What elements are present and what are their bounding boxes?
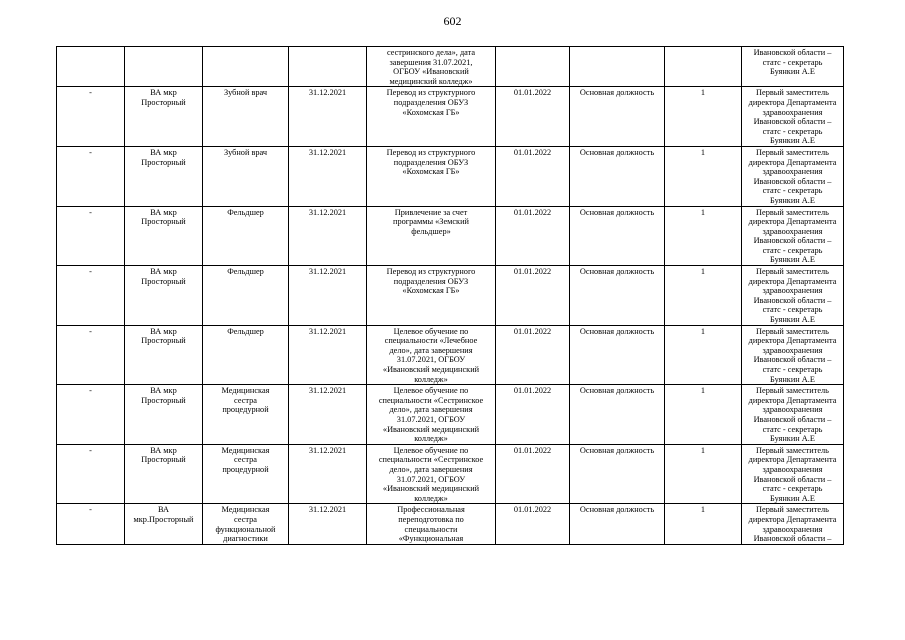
- table-row: [57, 504, 844, 544]
- table-row: [57, 146, 844, 206]
- table-cell-c6: 01.01.2022: [496, 87, 570, 147]
- table-row: [57, 444, 844, 504]
- table-cell-c2: ВА мкр Просторный: [125, 444, 203, 504]
- table-cell-c3: Зубной врач: [203, 87, 289, 147]
- table-cell-c7: Основная должность: [570, 444, 665, 504]
- table-row: [57, 206, 844, 266]
- table-cell-c3: [203, 47, 289, 87]
- table-cell-c7: Основная должность: [570, 206, 665, 266]
- table-cell-c9: Первый заместитель директора Департамента здравоохранения Ивановской области – статс - секретарь Буянкин А.Е: [742, 444, 844, 504]
- table-cell-c7: [570, 47, 665, 87]
- table-cell-c5: Целевое обучение по специальности «Сестринское дело», дата завершения 31.07.2021, ОГБОУ «Ивановский медицинский колледж»: [367, 444, 496, 504]
- table-cell-c2: ВА мкр Просторный: [125, 325, 203, 385]
- table-cell-c9: Первый заместитель директора Департамента здравоохранения Ивановской области – статс - секретарь Буянкин А.Е: [742, 206, 844, 266]
- table-cell-c8: 1: [665, 444, 742, 504]
- table-cell-c6: 01.01.2022: [496, 444, 570, 504]
- table-row: [57, 47, 844, 87]
- table-cell-c8: 1: [665, 325, 742, 385]
- table-cell-c3: Фельдшер: [203, 325, 289, 385]
- table-cell-c5: Целевое обучение по специальности «Лечебное дело», дата завершения 31.07.2021, ОГБОУ «Ивановский медицинский колледж»: [367, 325, 496, 385]
- table-cell-c2: [125, 47, 203, 87]
- table-cell-c3: Фельдшер: [203, 206, 289, 266]
- table-cell-c1: -: [57, 325, 125, 385]
- table-cell-c8: 1: [665, 504, 742, 544]
- table-cell-c3: Зубной врач: [203, 146, 289, 206]
- table-cell-c4: 31.12.2021: [289, 87, 367, 147]
- table-cell-c7: Основная должность: [570, 504, 665, 544]
- table-cell-c2: ВА мкр Просторный: [125, 385, 203, 445]
- table-row: [57, 325, 844, 385]
- table-cell-c3: Медицинская сестра функциональной диагностики: [203, 504, 289, 544]
- table-cell-c7: Основная должность: [570, 146, 665, 206]
- table-cell-c6: 01.01.2022: [496, 206, 570, 266]
- table-cell-c2: ВА мкр Просторный: [125, 87, 203, 147]
- table-row: [57, 87, 844, 147]
- table-cell-c4: 31.12.2021: [289, 325, 367, 385]
- table-cell-c8: 1: [665, 266, 742, 326]
- table-cell-c8: [665, 47, 742, 87]
- table-cell-c1: -: [57, 504, 125, 544]
- table-cell-c9: Первый заместитель директора Департамента здравоохранения Ивановской области – статс - секретарь Буянкин А.Е: [742, 146, 844, 206]
- table-cell-c2: ВА мкр Просторный: [125, 206, 203, 266]
- table-cell-c3: Медицинская сестра процедурной: [203, 444, 289, 504]
- table-cell-c4: 31.12.2021: [289, 146, 367, 206]
- table-cell-c9: Ивановской области – статс - секретарь Буянкин А.Е: [742, 47, 844, 87]
- table-cell-c4: 31.12.2021: [289, 504, 367, 544]
- page-number: 602: [443, 14, 462, 28]
- table-cell-c1: -: [57, 206, 125, 266]
- table-cell-c6: 01.01.2022: [496, 325, 570, 385]
- table-cell-c3: Медицинская сестра процедурной: [203, 385, 289, 445]
- table-cell-c5: Целевое обучение по специальности «Сестринское дело», дата завершения 31.07.2021, ОГБОУ «Ивановский медицинский колледж»: [367, 385, 496, 445]
- table-cell-c5: Привлечение за счет программы «Земский фельдшер»: [367, 206, 496, 266]
- table-cell-c5: Перевод из структурного подразделения ОБУЗ «Кохомская ГБ»: [367, 87, 496, 147]
- table-cell-c1: -: [57, 146, 125, 206]
- table-cell-c8: 1: [665, 87, 742, 147]
- table-cell-c9: Первый заместитель директора Департамента здравоохранения Ивановской области – статс - секретарь Буянкин А.Е: [742, 266, 844, 326]
- table-cell-c9: Первый заместитель директора Департамента здравоохранения Ивановской области –: [742, 504, 844, 544]
- table-cell-c9: Первый заместитель директора Департамента здравоохранения Ивановской области – статс - секретарь Буянкин А.Е: [742, 385, 844, 445]
- table-cell-c3: Фельдшер: [203, 266, 289, 326]
- table-cell-c5: Профессиональная переподготовка по специальности «Функциональная: [367, 504, 496, 544]
- table-cell-c6: 01.01.2022: [496, 385, 570, 445]
- table-cell-c6: 01.01.2022: [496, 504, 570, 544]
- table-cell-c8: 1: [665, 146, 742, 206]
- table-cell-c7: Основная должность: [570, 325, 665, 385]
- staffing-table: [56, 46, 844, 545]
- table-cell-c7: Основная должность: [570, 385, 665, 445]
- table-cell-c2: ВА мкр Просторный: [125, 146, 203, 206]
- table-cell-c4: 31.12.2021: [289, 444, 367, 504]
- table-cell-c4: 31.12.2021: [289, 385, 367, 445]
- table-cell-c6: [496, 47, 570, 87]
- table-cell-c7: Основная должность: [570, 266, 665, 326]
- table-cell-c2: ВА мкр.Просторный: [125, 504, 203, 544]
- table-cell-c9: Первый заместитель директора Департамента здравоохранения Ивановской области – статс - секретарь Буянкин А.Е: [742, 87, 844, 147]
- table-cell-c9: Первый заместитель директора Департамента здравоохранения Ивановской области – статс - секретарь Буянкин А.Е: [742, 325, 844, 385]
- table-cell-c8: 1: [665, 206, 742, 266]
- table-cell-c2: ВА мкр Просторный: [125, 266, 203, 326]
- table-row: [57, 385, 844, 445]
- table-row: [57, 266, 844, 326]
- table-cell-c5: сестринского дела», дата завершения 31.07.2021, ОГБОУ «Ивановский медицинский колледж»: [367, 47, 496, 87]
- table-cell-c5: Перевод из структурного подразделения ОБУЗ «Кохомская ГБ»: [367, 266, 496, 326]
- table-cell-c6: 01.01.2022: [496, 266, 570, 326]
- table-cell-c4: [289, 47, 367, 87]
- table-cell-c1: [57, 47, 125, 87]
- table-cell-c5: Перевод из структурного подразделения ОБУЗ «Кохомская ГБ»: [367, 146, 496, 206]
- table-cell-c1: -: [57, 266, 125, 326]
- table-cell-c1: -: [57, 444, 125, 504]
- table-cell-c8: 1: [665, 385, 742, 445]
- table-cell-c1: -: [57, 385, 125, 445]
- table-cell-c4: 31.12.2021: [289, 266, 367, 326]
- table-cell-c1: -: [57, 87, 125, 147]
- table-cell-c4: 31.12.2021: [289, 206, 367, 266]
- table-cell-c6: 01.01.2022: [496, 146, 570, 206]
- table-cell-c7: Основная должность: [570, 87, 665, 147]
